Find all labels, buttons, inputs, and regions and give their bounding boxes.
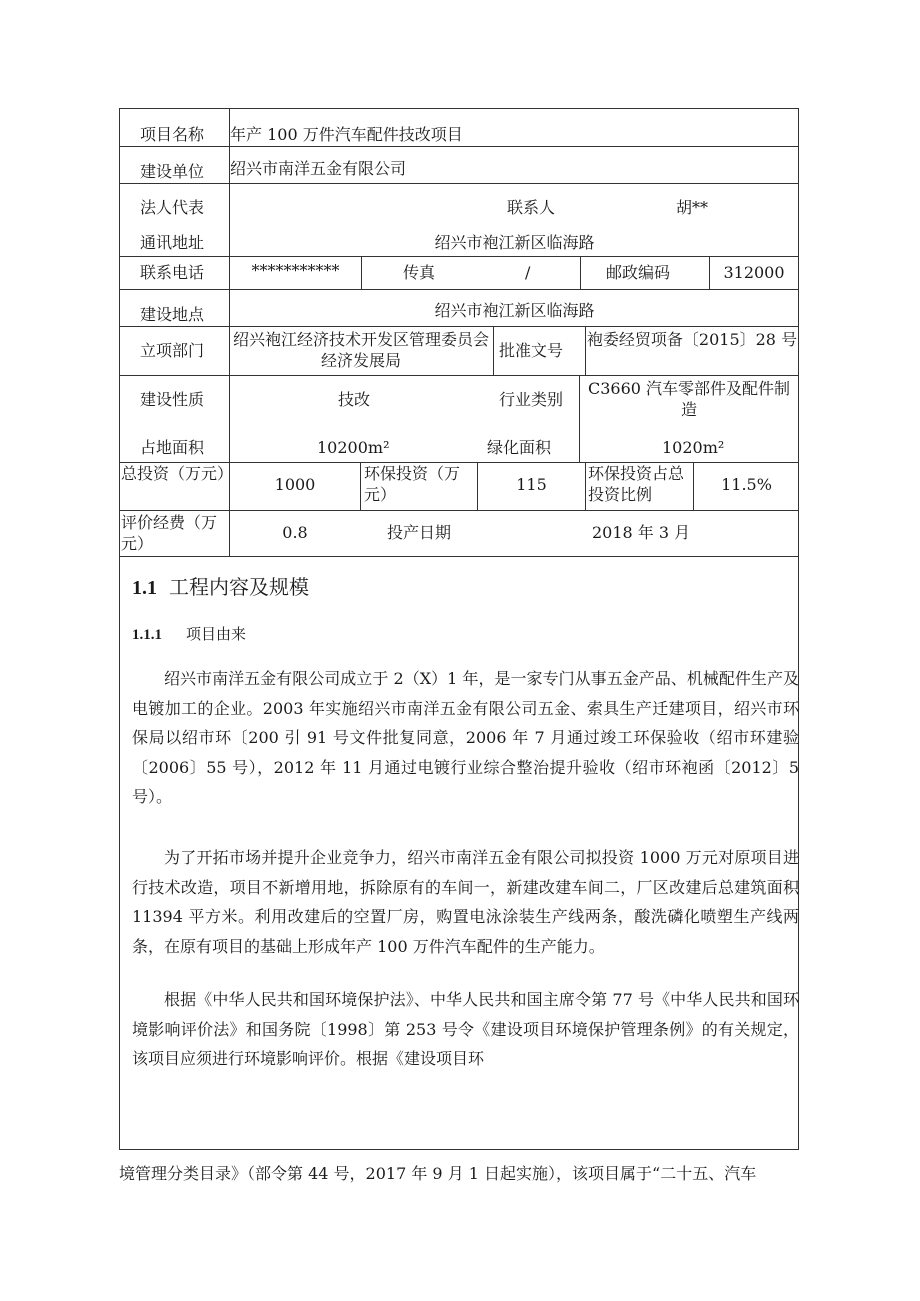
postal-label: 邮政编码 [606,263,671,282]
subsection-title: 项目由来 [186,625,247,643]
row-divider [119,256,799,257]
section-heading [132,574,309,601]
nature-value: 技改 [338,390,371,409]
builder-value: 绍兴市南洋五金有限公司 [230,159,407,178]
env-ratio-label: 环保投资占总投资比例 [588,464,685,504]
column-divider [493,326,494,375]
legal-rep-label: 法人代表 [140,198,205,217]
site-value: 绍兴市袍江新区临海路 [434,301,595,320]
subsection-heading [132,623,246,646]
row-divider [119,375,799,376]
section-title: 工程内容及规模 [169,575,309,599]
area-label: 占地面积 [140,438,205,457]
investment-value: 1000 [274,475,316,494]
phone-label: 联系电话 [140,263,205,282]
row-divider [119,289,799,290]
investment-label: 总投资（万元） [121,464,234,483]
row-divider [119,183,799,184]
subsection-number: 1.1.1 [132,627,162,643]
site-label: 建设地点 [140,305,205,324]
column-divider [585,462,586,510]
paragraph: 绍兴市南洋五金有限公司成立于 2（X）1 年，是一家专门从事五金产品、机械配件生产及电镀加工的企业。2003 年实施绍兴市南洋五金有限公司五金、索具生产迁建项目，绍兴市环保局以绍市环〔200 引 91 号文件批复同意，2006 年 7 月通过竣工环保验收（绍市环建验〔2006〕55 号），2012 年 11 月通过电镀行业综合整治提升验收（绍市环袍函〔2012〕5 号）。 [132,669,799,806]
area-value: 10200m² [317,438,390,457]
section-number: 1.1 [132,577,157,599]
fax-value: / [525,263,531,282]
approval-dept-label: 立项部门 [140,341,205,360]
eval-fee-label: 评价经费（万元） [121,513,218,553]
contact-value: 胡** [676,198,709,217]
contact-label: 联系人 [507,198,556,217]
paragraph: 为了开拓市场并提升企业竞争力，绍兴市南洋五金有限公司拟投资 1000 万元对原项目进行技术改造，项目不新增用地，拆除原有的车间一，新建改建车间二，厂区改建后总建筑面积 11394 平方米。利用改建后的空置厂房，购置电泳涂装生产线两条，酸洗磷化喷塑生产线两条，在原有项目的基础上形成年产 100 万件汽车配件的生产能力。 [132,848,799,956]
row-divider [119,146,799,147]
env-investment-label: 环保投资（万元） [364,464,461,504]
postal-value: 312000 [723,263,785,282]
column-divider [360,462,361,510]
approval-doc-value: 袍委经贸项备〔2015〕28 号 [586,330,798,349]
project-name-value: 年产 100 万件汽车配件技改项目 [230,125,463,144]
industry-value: C3660 汽车零部件及配件制造 [587,379,791,419]
green-value: 1020m² [662,438,725,457]
env-investment-value: 115 [516,475,547,494]
row-divider [119,556,799,557]
production-date-label: 投产日期 [387,523,452,542]
paragraph: 根据《中华人民共和国环境保护法》、中华人民共和国主席令第 77 号《中华人民共和国环境影响评价法》和国务院〔1998〕第 253 号令《建设项目环境保护管理条例》的有关规定，该项目应须进行环境影响评价。根据《建设项目环 [132,990,799,1068]
row-divider [119,326,799,327]
env-ratio-value: 11.5% [721,475,772,494]
industry-label: 行业类别 [499,390,564,409]
column-divider [361,256,362,289]
production-date-value: 2018 年 3 月 [592,523,691,542]
builder-label: 建设单位 [140,162,205,181]
green-label: 绿化面积 [487,438,552,457]
approval-doc-label: 批准文号 [499,341,564,360]
phone-value: *********** [251,261,340,280]
eval-fee-value: 0.8 [282,523,308,542]
fax-label: 传真 [403,263,436,282]
column-divider [580,256,581,289]
address-value: 绍兴市袍江新区临海路 [434,233,595,252]
approval-dept-value: 绍兴袍江经济技术开发区管理委员会经济发展局 [232,330,489,370]
row-divider [119,510,799,511]
nature-label: 建设性质 [140,390,205,409]
project-name-label: 项目名称 [140,125,205,144]
continuation-line: 境管理分类目录》（部令第 44 号，2017 年 9 月 1 日起实施），该项目属于“二十五、汽车 [119,1164,757,1183]
address-label: 通讯地址 [140,233,205,252]
